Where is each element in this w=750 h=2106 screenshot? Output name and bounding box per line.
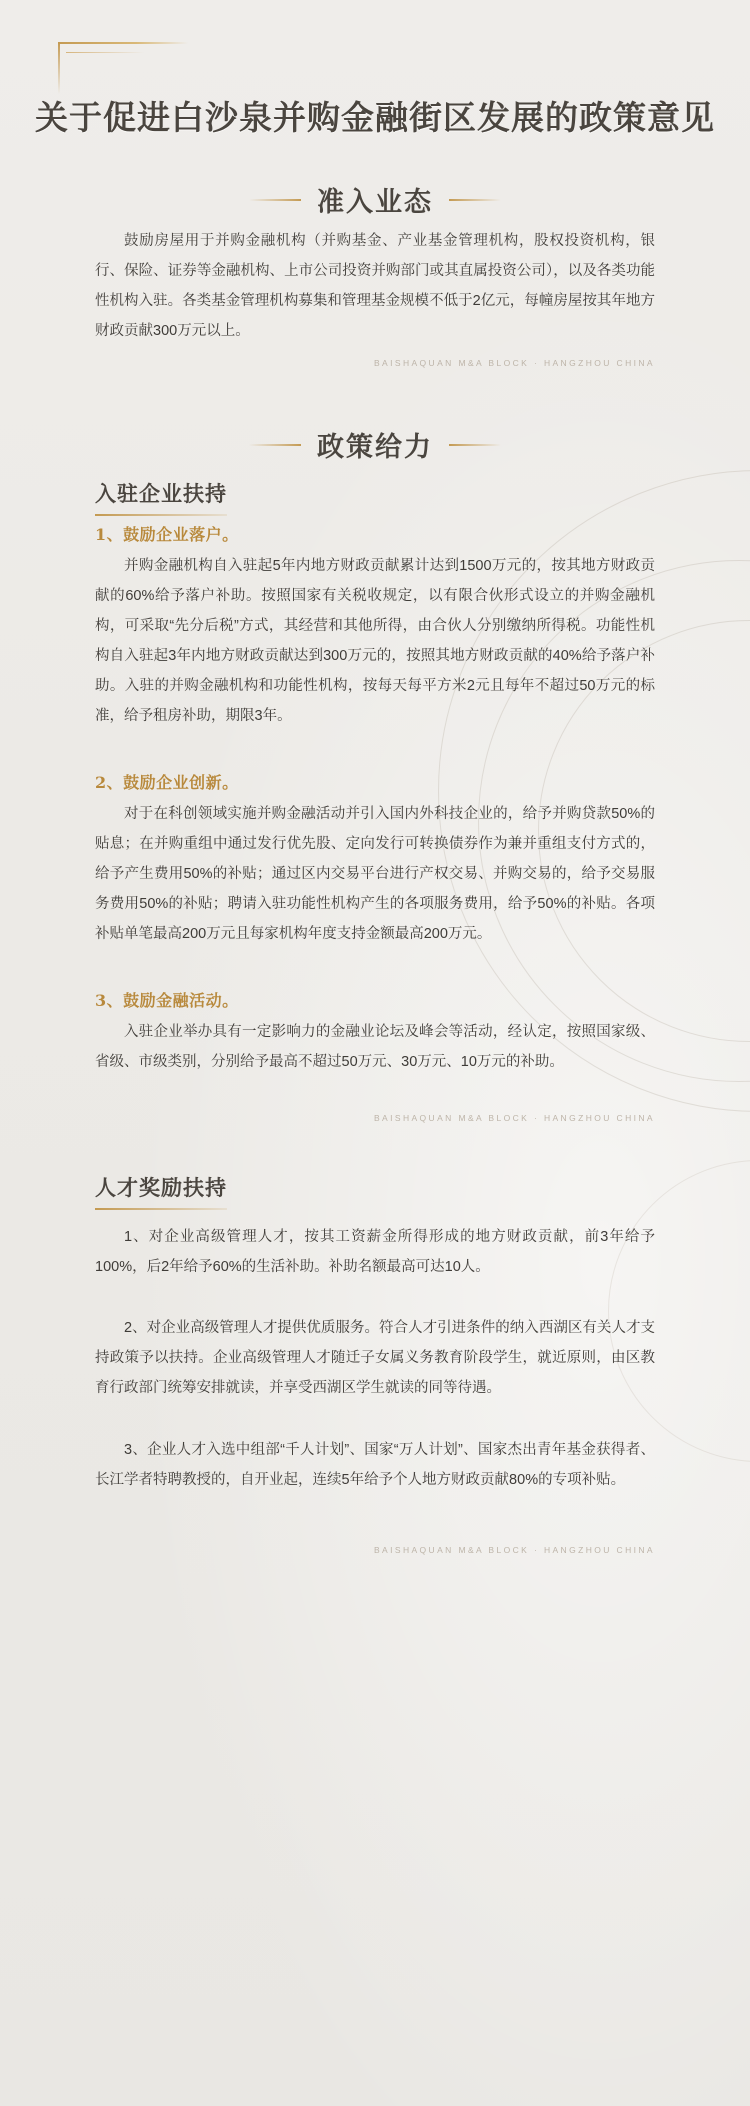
corner-ornament-icon: [58, 42, 188, 94]
watermark-3: BAISHAQUAN M&A BLOCK · HANGZHOU CHINA: [373, 1545, 655, 1555]
section-policy-heading: [95, 425, 655, 464]
section-heading-text: 准入业态: [317, 187, 433, 218]
section-heading-text: 政策给力: [317, 432, 433, 463]
heading-rule-left: [249, 444, 301, 446]
talent-item-1-body: 1、对企业高级管理人才，按其工资薪金所得形成的地方财政贡献，前3年给予100%，后2年给予60%的生活补助。补助名额最高可达10人。: [95, 1229, 655, 1275]
subsection-talent-reward: [95, 1172, 395, 1210]
talent-item-3-body: 3、企业人才入选中组部“千人计划”、国家“万人计划”、国家杰出青年基金获得者、长江学者特聘教授的，自开业起，连续5年给予个人地方财政贡献80%的专项补贴。: [95, 1442, 655, 1488]
policy-item-3-title: 3、鼓励金融活动。: [95, 991, 239, 1010]
policy-item-1: [95, 522, 655, 731]
heading-rule-left: [249, 199, 301, 201]
policy-item-3-body: 入驻企业举办具有一定影响力的金融业论坛及峰会等活动，经认定，按照国家级、省级、市级类别，分别给予最高不超过50万元、30万元、10万元的补助。: [95, 1024, 655, 1070]
talent-item-2-body: 2、对企业高级管理人才提供优质服务。符合人才引进条件的纳入西湖区有关人才支持政策予以扶持。企业高级管理人才随迁子女属义务教育阶段学生，就近原则，由区教育行政部门统筹安排就读，并享受西湖区学生就读的同等待遇。: [95, 1320, 655, 1396]
page-title: 关于促进白沙泉并购金融街区发展的政策意见: [35, 98, 715, 137]
subsection-heading-text: 入驻企业扶持: [95, 478, 227, 516]
heading-rule-right: [449, 444, 501, 446]
section-access-heading: [95, 180, 655, 219]
watermark-2: BAISHAQUAN M&A BLOCK · HANGZHOU CHINA: [373, 1113, 655, 1123]
policy-item-1-title: 1、鼓励企业落户。: [95, 525, 239, 544]
policy-item-1-body: 并购金融机构自入驻起5年内地方财政贡献累计达到1500万元的，按其地方财政贡献的60%给予落户补助。按照国家有关税收规定，以有限合伙形式设立的并购金融机构，可采取“先分后税”方式，其经营和其他所得，由合伙人分别缴纳所得税。功能性机构自入驻起3年内地方财政贡献达到300万元的，按照其地方财政贡献的40%给予落户补助。入驻的并购金融机构和功能性机构，按每天每平方米2元且每年不超过50万元的标准，给予租房补助，期限3年。: [95, 558, 655, 724]
watermark-1: BAISHAQUAN M&A BLOCK · HANGZHOU CHINA: [373, 358, 655, 368]
policy-item-2-body: 对于在科创领域实施并购金融活动并引入国内外科技企业的，给予并购贷款50%的贴息；在并购重组中通过发行优先股、定向发行可转换债券作为兼并重组支付方式的，给予产生费用50%的补贴；通过区内交易平台进行产权交易、并购交易的，给予交易服务费用50%的补贴；聘请入驻功能性机构产生的各项服务费用，给予50%的补贴。各项补贴单笔最高200万元且每家机构年度支持金额最高200万元。: [95, 806, 655, 942]
decorative-arc-lower: [608, 1160, 750, 1462]
heading-rule-right: [449, 199, 501, 201]
policy-item-2-title: 2、鼓励企业创新。: [95, 773, 239, 792]
section-access-paragraph: 鼓励房屋用于并购金融机构（并购基金、产业基金管理机构，股权投资机构，银行、保险、证券等金融机构、上市公司投资并购部门或其直属投资公司），以及各类功能性机构入驻。各类基金管理机构募集和管理基金规模不低于2亿元，每幢房屋按其年地方财政贡献300万元以上。: [95, 233, 655, 339]
policy-item-3: [95, 988, 655, 1077]
subsection-heading-text: 人才奖励扶持: [95, 1172, 227, 1210]
subsection-enterprise-support: [95, 478, 395, 516]
policy-item-2: [95, 770, 655, 949]
